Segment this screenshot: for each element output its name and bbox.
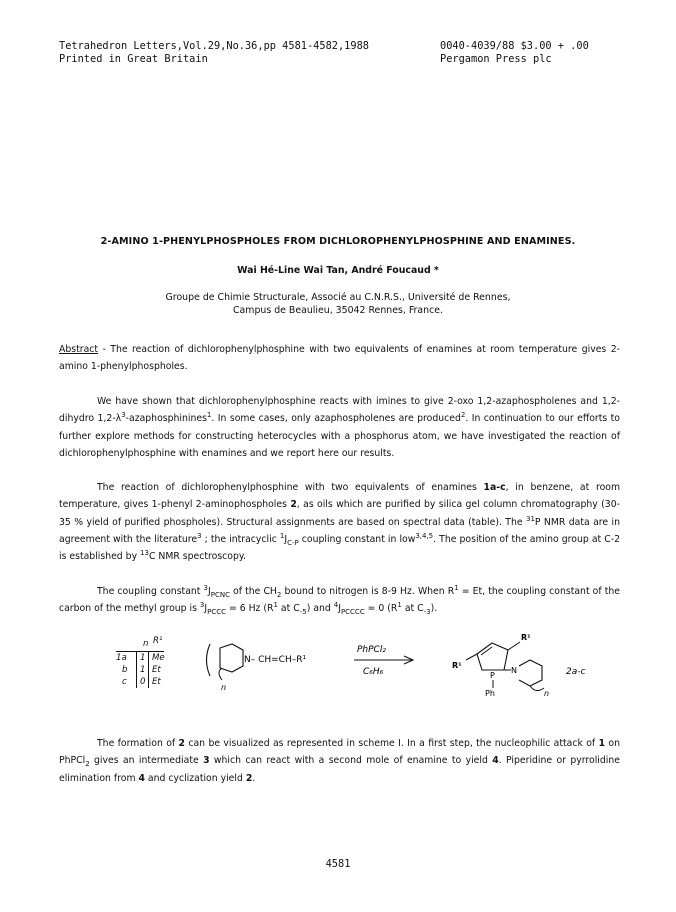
text-run: ). [430,603,438,615]
superscript: 1 [206,411,212,420]
nitrogen-atom: N [511,666,517,675]
text-run: -azaphosphinines [125,413,207,425]
ring-bracket [530,686,544,691]
reagent-label: PhPCl₂ [357,645,386,655]
row-n: 1 [140,653,146,663]
superscript: 2 [460,411,466,420]
subscript: 2 [276,590,282,599]
subscript: -5 [299,608,307,617]
text-run: coupling constant in low [298,533,416,545]
table-header-n: n [143,639,149,649]
solvent-label: C₆H₆ [363,667,384,677]
text-run: J [284,533,288,545]
enamine-n-index: n [221,683,227,692]
row-r: Et [152,665,161,675]
text-run: at C [401,603,424,615]
abstract [59,341,620,376]
subscript: PCNC [210,590,230,599]
text-run: can be visualized as represented in scheme I. In a first step, the nucleophilic attack of [185,738,599,749]
compound-ref: 1a-c [483,482,506,493]
publisher-name: Pergamon Press plc [440,53,552,65]
compound-ref: 3 [203,755,210,767]
compound-ref: 1 [598,738,606,749]
abstract-text: - The reaction of dichlorophenylphosphine with two equivalents of enamines at room temperature gives 2-amino 1-phenylphospholes. [59,344,620,373]
product-amine-ring [519,660,542,686]
journal-citation: Tetrahedron Letters,Vol.29,No.36,pp 4581-4582,1988 [59,40,369,52]
amine-ring [220,644,243,672]
text-run: J [338,603,341,615]
text-run: = 0 (R [364,603,398,615]
compound-ref: 2 [290,499,297,511]
affiliation-line-2: Campus de Beaulieu, 35042 Rennes, France. [233,305,443,316]
text-run: . In continuation to our efforts to further explore methods for constructing heterocycles with a phosphorus atom, we have investigated the reaction of dichlorophenylphosphine with enamines and we report here our results. [59,413,620,459]
superscript: 3 [203,583,208,592]
superscript: 1 [397,601,402,610]
text-run: on PhPCl [59,738,620,767]
compound-ref: 2 [178,738,186,749]
text-run: The coupling constant [97,586,204,597]
close-paren [219,668,222,680]
text-run: at C [277,603,300,615]
text-run: and cyclization yield [144,772,246,784]
compound-ref: 4 [138,772,145,784]
superscript: 3,4,5 [415,531,434,540]
text-run: The reaction of dichlorophenylphosphine with two equivalents of enamines [97,482,484,493]
row-r: Et [152,677,161,687]
compound-ref: 4 [492,755,499,767]
product-n-index: n [544,689,550,698]
superscript: 1 [273,601,278,610]
text-run: . Piperidine or pyrrolidine elimination from [59,755,620,784]
paragraph-4 [59,735,620,787]
text-run: = 6 Hz (R [226,603,274,615]
text-run: which can react with a second mole of enamine to yield [209,755,493,767]
row-n: 1 [140,665,146,675]
paper-title: 2-AMINO 1-PHENYLPHOSPHOLES FROM DICHLOROPHENYLPHOSPHINE AND ENAMINES. [100,236,576,247]
text-run: . The position of the amino group at C-2 is established by [59,533,620,563]
price-code: 0040-4039/88 $3.00 + .00 [440,40,589,52]
text-run: bound to nitrogen is 8-9 Hz. When R [281,586,455,597]
row-n: 0 [140,677,146,687]
text-run: ; the intracyclic [201,533,280,545]
affiliation-line-1: Groupe de Chimie Structurale, Associé au C.N.R.S., Université de Rennes, [165,292,511,303]
row-id: c [122,677,127,687]
superscript: 4 [333,601,339,610]
text-run: C NMR spectroscopy. [148,551,246,563]
page-number: 4581 [325,858,351,870]
ring-double-bond [481,647,492,655]
superscript: 31 [526,514,535,523]
subscript: PCCCC [340,608,365,617]
paper-authors: Wai Hé-Line Wai Tan, André Foucaud * [237,265,439,276]
row-r: Me [152,653,165,663]
product-r1-left: R¹ [452,661,462,670]
subscript: C-P [287,538,299,547]
subscript: 2 [85,760,90,769]
phosphorus-atom: P [490,671,495,680]
affiliation [40,291,636,317]
row-id: 1a [116,653,127,663]
text-run: = Et, the coupling constant of the carbon of the methyl group is [59,586,620,615]
paragraph-3 [59,583,620,618]
superscript: 13 [140,549,149,558]
product-label: 2a-c [566,667,586,677]
text-run: P NMR data are in agreement with the literature [59,516,620,545]
compound-ref: 2 [245,772,253,784]
journal-header [59,40,369,66]
text-run: J [207,586,211,597]
publisher-header [440,40,589,66]
superscript: 3 [199,601,205,610]
text-run: of the CH [229,586,277,597]
superscript: 1 [279,531,285,540]
subscript: PCCC [207,608,226,617]
table-header-r1: R¹ [153,636,163,646]
text-run: . [252,772,256,784]
superscript: 3 [197,531,202,540]
paragraph-1 [59,393,620,462]
printed-in: Printed in Great Britain [59,53,208,65]
text-run: gives an intermediate [89,755,204,767]
text-run: , as oils which are purified by silica gel column chromatography (30-35 % yield of purified phospholes). Structural assignments are based on spectral data (table). The [59,499,620,528]
text-run: The formation of [97,738,179,749]
r1-left-bond [466,654,477,660]
product-r1-top: R¹ [521,633,531,642]
open-paren [207,644,211,676]
row-id: b [122,665,128,675]
r1-bond [508,642,520,650]
text-run: , in benzene, at room temperature, gives 1-phenyl 2-aminophospholes [59,482,620,511]
reaction-scheme [0,628,676,708]
phenyl-group: Ph [485,689,495,698]
paragraph-2 [59,479,620,565]
phosphole-ring [477,643,508,670]
abstract-label: Abstract [59,344,99,355]
text-run: We have shown that dichlorophenylphosphine reacts with imines to give 2-oxo 1,2-azaphospholenes and 1,2-dihydro 1,2-λ [59,396,620,425]
superscript: 3 [121,411,126,420]
text-run: J [204,603,208,615]
subscript: -3 [423,608,431,617]
enamine-formula: N– CH=CH–R¹ [244,655,307,665]
text-run: ) and [306,603,334,615]
text-run: . In some cases, only azaphospholenes are produced [211,413,461,425]
superscript: 1 [454,583,459,592]
